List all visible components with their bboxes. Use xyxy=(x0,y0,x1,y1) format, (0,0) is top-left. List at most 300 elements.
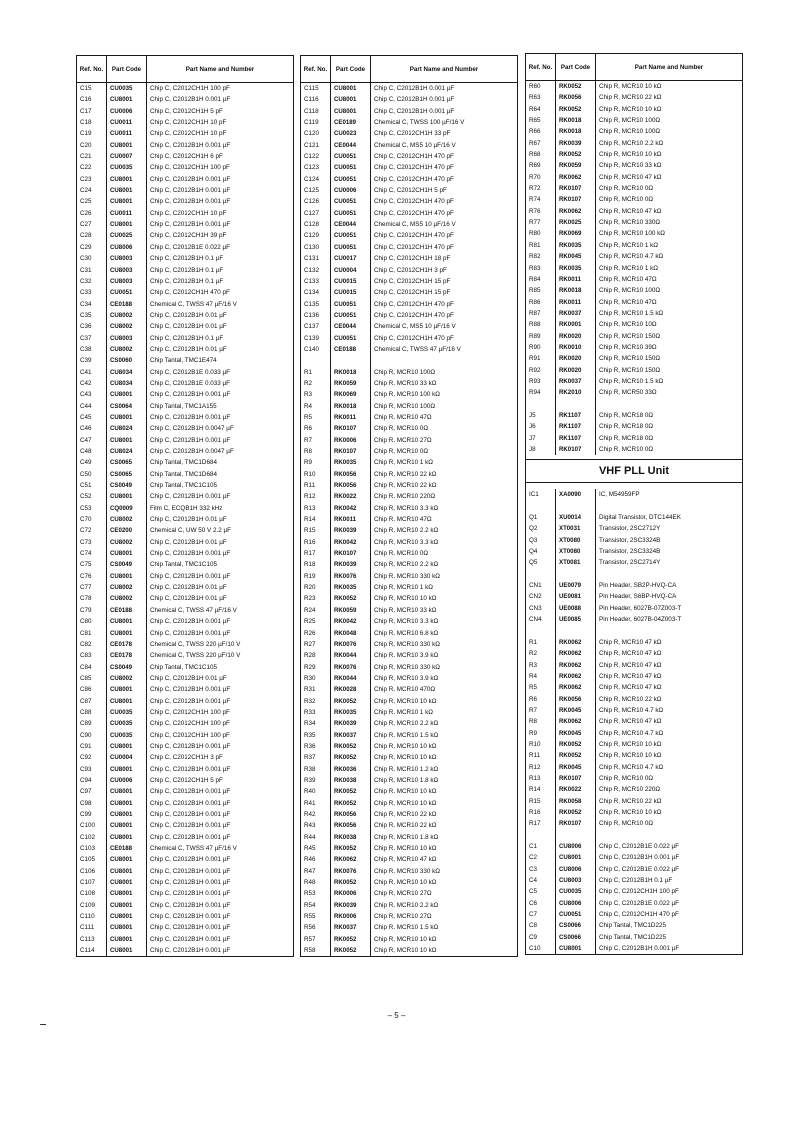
part-name-cell: Chip Tantal, TMC1C105 xyxy=(150,482,217,490)
part-name-cell: Chip C, C2012B1H 0.001 µF xyxy=(150,175,231,183)
part-name-cell: Chip R, MCR10 10 kΩ xyxy=(599,83,662,90)
ref-no-cell: R9 xyxy=(529,729,538,737)
part-name-cell: Chip C, C2012CH1H 15 pF xyxy=(374,277,451,285)
part-name-cell: Chip C, C2012B1H 0.001 µF xyxy=(150,686,231,694)
part-name-cell: Chip R, MCR10 27Ω xyxy=(374,436,432,444)
ref-no-cell: C26 xyxy=(80,209,92,217)
table-header xyxy=(77,56,293,83)
part-name-cell: Chip R, MCR10 3.3 kΩ xyxy=(374,618,439,626)
ref-no-cell: C75 xyxy=(80,561,92,569)
ref-no-cell: C134 xyxy=(304,289,320,297)
part-name-cell: Chip R, MCR10 1 kΩ xyxy=(599,264,658,272)
part-name-cell: Chemical C, UW 50 V 2.2 µF xyxy=(150,527,231,535)
ref-no-cell: C93 xyxy=(80,765,92,773)
ref-no-cell: J6 xyxy=(529,423,536,431)
ref-no-cell: R31 xyxy=(304,686,316,694)
part-name-cell: Chip R, MCR10 100Ω xyxy=(374,368,436,376)
ref-no-cell: R5 xyxy=(304,413,313,421)
part-name-cell: Chip C, C2012B1H 0.001 µF xyxy=(150,867,231,875)
ref-no-cell: C33 xyxy=(80,289,92,297)
ref-no-cell: C20 xyxy=(80,141,92,149)
part-name-cell: Chip R, MCR10 47 kΩ xyxy=(599,672,662,680)
part-code-cell: RK1107 xyxy=(559,434,582,442)
ref-no-cell: C111 xyxy=(80,924,95,932)
part-name-cell: Chip R, MCR10 10 kΩ xyxy=(599,752,662,760)
ref-no-cell: C10 xyxy=(529,945,541,953)
ref-no-cell: R42 xyxy=(304,811,316,818)
part-name-cell: Chip Tantal, TMC1A155 xyxy=(150,402,217,410)
ref-no-cell: C6 xyxy=(529,899,538,907)
part-name-cell: Chip C, C2012B1H 0.001 µF xyxy=(374,107,455,115)
ref-no-cell: C139 xyxy=(304,334,320,342)
unit-section-title: VHF PLL Unit xyxy=(525,459,743,483)
part-code-cell: RK0062 xyxy=(334,856,357,864)
part-code-cell: RK0052 xyxy=(334,799,357,807)
part-code-cell: CU0004 xyxy=(334,266,357,274)
part-code-cell: RK0062 xyxy=(559,173,582,181)
part-name-cell: Chip R, MCR10 100 kΩ xyxy=(374,391,440,399)
part-name-cell: Chip C, C2012B1H 0.001 µF xyxy=(150,436,231,444)
part-name-cell: Chip R, MCR10 4.7 kΩ xyxy=(599,763,664,771)
ref-no-cell: C43 xyxy=(80,391,92,399)
ref-no-cell: R47 xyxy=(304,867,316,875)
ref-no-cell: R93 xyxy=(529,377,541,385)
part-code-cell: CU0007 xyxy=(110,153,133,161)
ref-no-cell: C21 xyxy=(80,153,92,161)
part-name-cell: Chip R, MCR10 1.5 kΩ xyxy=(374,924,439,932)
ref-no-cell: C22 xyxy=(80,164,92,172)
part-name-cell: Chip R, MCR10 1 kΩ xyxy=(599,241,658,249)
part-name-cell: Chip C, C2012B1H 0.001 µF xyxy=(150,901,231,909)
part-code-cell: CU8034 xyxy=(110,379,133,387)
ref-no-cell: R67 xyxy=(529,139,541,147)
part-code-cell: UE0081 xyxy=(559,593,582,601)
part-code-cell: CU8001 xyxy=(110,856,133,864)
ref-no-cell: C105 xyxy=(80,856,96,864)
ref-no-cell: C127 xyxy=(304,209,320,217)
part-code-cell: XA0090 xyxy=(559,491,582,499)
part-name-cell: Chip C, C2012B1H 0.001 µF xyxy=(150,913,231,921)
part-code-cell: CU8001 xyxy=(110,811,133,818)
ref-no-cell: C135 xyxy=(304,300,320,308)
part-name-cell: Chip C, C2012B1H 0.001 µF xyxy=(150,879,231,887)
part-name-cell: Chip C, C2012CH1H 15 pF xyxy=(374,289,451,297)
part-name-cell: Chip C, C2012CH1H 470 pF xyxy=(374,164,454,172)
part-code-cell: CU8006 xyxy=(559,899,582,907)
part-code-cell: CU8001 xyxy=(110,913,133,921)
part-code-cell: RK0001 xyxy=(559,321,582,329)
part-code-cell: CU0051 xyxy=(334,311,357,319)
ref-no-cell: R10 xyxy=(304,470,316,478)
part-name-cell: Chip R, MCR10 22 kΩ xyxy=(374,822,437,830)
ref-no-cell: R2 xyxy=(304,379,313,387)
ref-no-cell: R57 xyxy=(304,935,316,943)
part-name-cell: Chip C, C2012B1H 0.001 µF xyxy=(150,765,231,773)
part-name-cell: Chip R, MCR10 33 kΩ xyxy=(374,379,437,387)
part-name-cell: Chip C, C2012B1H 0.001 µF xyxy=(150,413,231,421)
part-code-cell: CS0049 xyxy=(110,663,133,671)
part-name-cell: Chip R, MCR10 0Ω xyxy=(374,550,429,558)
part-name-cell: Pin Header, S6BP-HVQ-CA xyxy=(599,593,677,601)
part-code-cell: XU0014 xyxy=(559,514,582,522)
ref-no-cell: C97 xyxy=(80,788,92,796)
part-code-cell: CU0011 xyxy=(110,119,133,127)
ref-no-cell: C137 xyxy=(304,323,320,331)
ref-no-cell xyxy=(301,355,330,366)
ref-no-cell: C129 xyxy=(304,232,320,240)
ref-no-cell: R8 xyxy=(304,448,313,455)
part-name-cell: Chip R, MCR10 150Ω xyxy=(599,332,661,340)
ref-no-cell: C30 xyxy=(80,255,92,263)
part-code-cell: CU0035 xyxy=(110,720,133,728)
part-name-cell: Chip R, MCR10 10 kΩ xyxy=(374,788,437,796)
ref-no-cell: R11 xyxy=(304,482,316,490)
part-code-cell: RK0039 xyxy=(334,901,357,909)
part-name-cell: Chip R, MCR10 22 kΩ xyxy=(374,811,437,818)
part-name-cell: Chip C, C2012B1H 0.1 µF xyxy=(150,266,224,274)
part-code-cell: CS0060 xyxy=(110,357,133,365)
part-code-cell: CU0035 xyxy=(110,731,133,739)
ref-no-cell: R38 xyxy=(304,765,316,773)
part-name-cell: Chip C, C2012B1H 0.0047 µF xyxy=(150,448,234,455)
ref-no-cell: R13 xyxy=(304,504,316,512)
ref-no-cell: C85 xyxy=(80,674,92,682)
part-name-cell: Chip R, MCR10 10 kΩ xyxy=(374,742,437,750)
part-code-cell: RK0006 xyxy=(334,890,357,898)
part-code-cell: XT0080 xyxy=(559,536,581,544)
ref-no-cell: C4 xyxy=(529,877,538,885)
header-ref-no: Ref. No. xyxy=(526,54,556,80)
part-name-cell: Chip Tantal, TMC1E474 xyxy=(150,357,217,365)
part-name-cell: Chip C, C2012CH1H 3 pF xyxy=(150,754,223,762)
ref-no-cell: R60 xyxy=(529,83,541,90)
ref-no-cell: R6 xyxy=(529,695,538,703)
part-code-cell: CU0004 xyxy=(110,754,133,762)
part-code-cell: CE0189 xyxy=(334,119,357,127)
ref-no-cell: R65 xyxy=(529,117,541,125)
part-name-cell: Chip C, C2012B1H 0.001 µF xyxy=(150,550,231,558)
part-name-cell: Chemical C, TWSS 100 µF/16 V xyxy=(374,119,465,127)
part-name-cell: Chip C, C2012B1H 0.001 µF xyxy=(374,96,455,104)
part-name-cell: Chip C, C2012B1H 0.001 µF xyxy=(150,799,231,807)
ref-no-cell: C132 xyxy=(304,266,320,274)
part-code-cell: CU8001 xyxy=(110,742,133,750)
part-code-cell: CU0051 xyxy=(334,243,357,251)
ref-no-cell: C32 xyxy=(80,277,92,285)
ref-no-cell: R1 xyxy=(529,638,538,646)
ref-no-cell: C121 xyxy=(304,141,320,149)
part-name-cell xyxy=(596,569,742,580)
ref-no-cell: R84 xyxy=(529,275,541,283)
ref-no-cell: R69 xyxy=(529,162,541,170)
part-code-cell: CU8001 xyxy=(110,890,133,898)
part-code-cell: CU8034 xyxy=(110,368,133,376)
part-name-cell: Chemical C, MS5 10 µF/16 V xyxy=(374,141,456,149)
part-code-cell: CU8002 xyxy=(110,345,133,353)
part-code-cell: CU8001 xyxy=(110,618,133,626)
ref-no-cell: C51 xyxy=(80,482,92,490)
part-code-cell: RK0058 xyxy=(559,797,582,805)
part-name-cell: Chip C, C2012B1H 0.01 µF xyxy=(150,345,227,353)
ref-no-cell: C28 xyxy=(80,232,92,240)
part-name-cell: Chip R, MCR10 10 kΩ xyxy=(374,935,437,943)
part-code-cell: CU8006 xyxy=(559,865,582,873)
ref-no-cell: C31 xyxy=(80,266,92,274)
part-name-cell: Chip R, MCR10 220Ω xyxy=(599,786,661,794)
ref-no-cell: R19 xyxy=(304,572,316,580)
header-part-name: Part Name and Number xyxy=(409,65,479,73)
ref-no-cell: R29 xyxy=(304,663,316,671)
part-name-cell: Chip C, C2012B1H 0.001 µF xyxy=(150,493,231,501)
table-body xyxy=(526,489,742,954)
part-name-cell: Chip C, C2012CH1H 100 pF xyxy=(150,708,230,716)
ref-no-cell: R70 xyxy=(529,173,541,181)
part-name-cell: Chip C, C2012B1H 0.01 µF xyxy=(150,516,227,524)
part-name-cell: Chip C, C2012B1H 0.1 µF xyxy=(150,334,224,342)
ref-no-cell: R15 xyxy=(529,797,541,805)
part-code-cell: RK0076 xyxy=(334,663,357,671)
part-code-cell: CU8003 xyxy=(110,334,133,342)
part-code-cell: CU8024 xyxy=(110,425,133,433)
part-name-cell: Chip C, C2012B1H 0.01 µF xyxy=(150,538,227,546)
part-name-cell: Chip R, MCR10 1.5 kΩ xyxy=(599,377,664,385)
part-code-cell: RK0020 xyxy=(559,355,582,363)
part-name-cell: Transistor, 2SC3324B xyxy=(599,536,661,544)
part-name-cell: Chip Tantal, TMC1C105 xyxy=(150,663,217,671)
part-name-cell: Chip R, MCR10 2.2 kΩ xyxy=(374,901,439,909)
ref-no-cell: R28 xyxy=(304,652,316,660)
part-code-cell: RK0056 xyxy=(334,822,357,830)
page-number: – 5 – xyxy=(387,1011,406,1020)
part-name-cell: Chip C, C2012B1H 0.001 µF xyxy=(150,141,231,149)
part-code-cell: RK0107 xyxy=(559,774,582,782)
part-code-cell: RK0039 xyxy=(334,527,357,535)
part-name-cell: Chip R, MCR10 100Ω xyxy=(599,287,661,295)
part-name-cell: Chip R, MCR10 6.8 kΩ xyxy=(374,629,439,637)
part-name-cell: Chip C, C2012B1H 0.001 µF xyxy=(599,945,680,953)
part-name-cell: Chemical C, TWSS 47 µF/16 V xyxy=(150,606,237,614)
ref-no-cell: R12 xyxy=(529,763,541,771)
ref-no-cell: C109 xyxy=(80,901,96,909)
ref-no-cell: R3 xyxy=(529,661,538,669)
part-name-cell: Chip R, MCR10 47 kΩ xyxy=(599,173,662,181)
ref-no-cell: R37 xyxy=(304,754,316,762)
ref-no-cell: C29 xyxy=(80,243,92,251)
ref-no-cell: R90 xyxy=(529,343,541,351)
part-name-cell: Chip C, C2012B1H 0.001 µF xyxy=(150,811,231,818)
ref-no-cell: C113 xyxy=(80,935,95,943)
parts-table-column-2 xyxy=(300,55,518,957)
part-name-cell: Chip R, MCR10 22 kΩ xyxy=(599,797,662,805)
ref-no-cell: Q5 xyxy=(529,559,538,567)
ref-no-cell: R6 xyxy=(304,425,313,433)
part-name-cell: Chip C, C2012B1H 0.001 µF xyxy=(150,629,231,637)
part-code-cell: CU8001 xyxy=(110,221,133,229)
part-code-cell: RK0022 xyxy=(334,493,357,501)
ref-no-cell: R43 xyxy=(304,822,316,830)
part-code-cell: CU8003 xyxy=(110,277,133,285)
part-name-cell: Chip C, C2012CH1H 100 pF xyxy=(150,731,230,739)
part-name-cell: Chip R, MCR10 3.9 kΩ xyxy=(374,674,439,682)
ref-no-cell: C110 xyxy=(80,913,95,921)
part-code-cell: CU8001 xyxy=(110,788,133,796)
part-code-cell: CU8001 xyxy=(110,765,133,773)
ref-no-cell: C16 xyxy=(80,96,92,104)
part-code-cell: RK0018 xyxy=(334,402,357,410)
part-code-cell: RK0022 xyxy=(559,786,582,794)
part-code-cell: CE0044 xyxy=(334,323,357,331)
part-name-cell: Chip C, C2012CH1H 470 pF xyxy=(374,175,454,183)
part-code-cell: CU8001 xyxy=(110,96,133,104)
part-name-cell: Chip R, MCR10 330 kΩ xyxy=(374,572,440,580)
part-code-cell: RK0045 xyxy=(559,253,582,261)
part-code-cell: CU8003 xyxy=(110,255,133,263)
part-code-cell: RK1107 xyxy=(559,423,582,431)
part-code-cell: CU8001 xyxy=(334,85,357,92)
ref-no-cell: R64 xyxy=(529,105,541,113)
part-name-cell: Chip R, MCR10 22 kΩ xyxy=(599,695,662,703)
ref-no-cell: C140 xyxy=(304,345,320,353)
part-name-cell: Chip C, C2012CH1H 470 pF xyxy=(374,198,454,206)
ref-no-cell: R17 xyxy=(304,550,316,558)
part-name-cell: Chip R, MCR10 2.2 kΩ xyxy=(374,561,439,569)
part-name-cell: Chip C, C2012B1H 0.001 µF xyxy=(150,788,231,796)
part-name-cell xyxy=(596,830,742,841)
part-name-cell: Chip C, C2012B1H 0.001 µF xyxy=(150,742,231,750)
part-code-cell: CU8001 xyxy=(559,945,582,953)
part-code-cell: UE0079 xyxy=(559,582,582,590)
part-code-cell: RK0052 xyxy=(334,879,357,887)
part-name-cell: Chip C, C2012B1H 0.001 µF xyxy=(150,391,231,399)
part-code-cell: RK0011 xyxy=(559,275,582,283)
ref-no-cell: R26 xyxy=(304,629,316,637)
part-name-cell: Chip C, C2012CH1H 3 pF xyxy=(374,266,447,274)
ref-no-cell: IC1 xyxy=(529,491,539,499)
part-code-cell: RK0052 xyxy=(559,105,582,113)
part-code-cell: RK0076 xyxy=(334,640,357,648)
part-name-cell: Chip R, MCR10 10 kΩ xyxy=(374,947,437,955)
part-name-cell xyxy=(596,399,742,410)
part-code-cell: RK0045 xyxy=(559,706,582,714)
ref-no-cell: R76 xyxy=(529,207,541,215)
ref-no-cell: R87 xyxy=(529,309,541,317)
ref-no-cell: R16 xyxy=(304,538,316,546)
ref-no-cell: C47 xyxy=(80,436,92,444)
part-code-cell: RK0056 xyxy=(559,94,582,102)
ref-no-cell: R56 xyxy=(304,924,316,932)
ref-no-cell: R35 xyxy=(304,731,316,739)
header-ref-no: Ref. No. xyxy=(301,56,331,82)
ref-no-cell: J5 xyxy=(529,411,536,419)
part-name-cell: Chip R, MCR18 0Ω xyxy=(599,411,654,419)
ref-no-cell: C3 xyxy=(529,865,538,873)
part-code-cell: CU8002 xyxy=(110,538,133,546)
part-code-cell: RK0042 xyxy=(334,538,357,546)
part-code-cell xyxy=(556,501,595,512)
part-code-cell: CU8001 xyxy=(334,107,357,115)
part-code-cell: RK0107 xyxy=(559,196,582,204)
ref-no-cell: Q1 xyxy=(529,514,538,522)
ref-no-cell: C82 xyxy=(80,640,92,648)
part-code-cell: RK0052 xyxy=(559,151,582,159)
ref-no-cell: C133 xyxy=(304,277,320,285)
part-name-cell: Chip R, MCR10 1.2 kΩ xyxy=(374,765,439,773)
ref-no-cell: R7 xyxy=(529,706,538,714)
part-name-cell: Chip R, MCR10 10 kΩ xyxy=(374,799,437,807)
part-code-cell: RK0076 xyxy=(334,572,357,580)
part-name-cell: Chip R, MCR10 10Ω xyxy=(599,321,657,329)
ref-no-cell: C88 xyxy=(80,708,92,716)
part-name-cell: Chip R, MCR10 1 kΩ xyxy=(374,459,433,467)
part-code-cell: RK0062 xyxy=(559,684,582,692)
part-name-cell: Chip C, C2012CH1H 470 pF xyxy=(150,289,230,297)
ref-no-cell: C38 xyxy=(80,345,92,353)
ref-no-cell: R18 xyxy=(304,561,316,569)
header-part-code: Part Code xyxy=(331,56,371,82)
ref-no-cell: R86 xyxy=(529,298,541,306)
ref-no-cell: R16 xyxy=(529,808,541,816)
ref-no-cell: R82 xyxy=(529,253,541,261)
part-code-cell: CE0044 xyxy=(334,221,357,229)
part-code-cell: UE0088 xyxy=(559,604,582,612)
part-code-cell: CU0051 xyxy=(334,153,357,161)
ref-no-cell: C17 xyxy=(80,107,92,115)
ref-no-cell: R55 xyxy=(304,913,316,921)
part-code-cell: CU8001 xyxy=(110,198,133,206)
part-name-cell: Chip R, MCR10 47Ω xyxy=(599,275,657,283)
part-code-cell: CU0035 xyxy=(110,708,133,716)
ref-no-cell: C89 xyxy=(80,720,92,728)
part-code-cell: CS0065 xyxy=(110,470,133,478)
ref-no-cell: C87 xyxy=(80,697,92,705)
part-code-cell: CU8001 xyxy=(110,879,133,887)
ref-no-cell: R27 xyxy=(304,640,316,648)
part-code-cell: RK0039 xyxy=(334,720,357,728)
part-name-cell: Chip C, C2012B1H 0.001 µF xyxy=(374,85,455,92)
part-code-cell: CU8002 xyxy=(110,323,133,331)
part-code-cell xyxy=(556,625,595,636)
part-name-cell: Chip R, MCR10 330Ω xyxy=(599,219,661,227)
part-name-cell: Chip R, MCR50 33Ω xyxy=(599,389,657,397)
part-code-cell: CU8001 xyxy=(110,391,133,399)
part-code-cell: CS0065 xyxy=(110,459,133,467)
ref-no-cell: R41 xyxy=(304,799,316,807)
part-name-cell: Chip C, C2012CH1H 470 pF xyxy=(374,153,454,161)
parts-table-column-3 xyxy=(525,53,743,955)
part-name-cell: Chip R, MCR10 10 kΩ xyxy=(374,879,437,887)
part-name-cell: Chip C, C2012B1E 0.033 µF xyxy=(150,368,230,376)
part-code-cell: CU8001 xyxy=(110,697,133,705)
ref-no-cell: CN3 xyxy=(529,604,542,612)
part-name-cell: Chip C, C2012CH1H 33 pF xyxy=(374,130,451,138)
ref-no-cell xyxy=(526,399,555,410)
ref-no-cell: R46 xyxy=(304,856,316,864)
part-name-cell: Chip C, C2012B1H 0.1 µF xyxy=(150,277,224,285)
part-code-cell: CU0051 xyxy=(334,209,357,217)
part-code-cell: RK0038 xyxy=(334,776,357,784)
part-name-cell: Chip R, MCR10 47Ω xyxy=(599,298,657,306)
part-code-cell: CU8001 xyxy=(110,799,133,807)
part-name-cell: Chip R, MCR10 1 kΩ xyxy=(374,708,433,716)
part-name-cell: Transistor, 2SC2714Y xyxy=(599,559,661,567)
part-code-cell: RK0006 xyxy=(334,436,357,444)
part-code-cell: CE0178 xyxy=(110,640,133,648)
part-name-cell: Chemical C, MS5 10 µF/16 V xyxy=(374,221,456,229)
part-code-cell: CU0051 xyxy=(559,911,582,919)
part-code-cell: CU8001 xyxy=(110,935,133,943)
part-name-cell: Chemical C, TWSS 220 µF/10 V xyxy=(150,640,241,648)
ref-no-cell: R77 xyxy=(529,219,541,227)
